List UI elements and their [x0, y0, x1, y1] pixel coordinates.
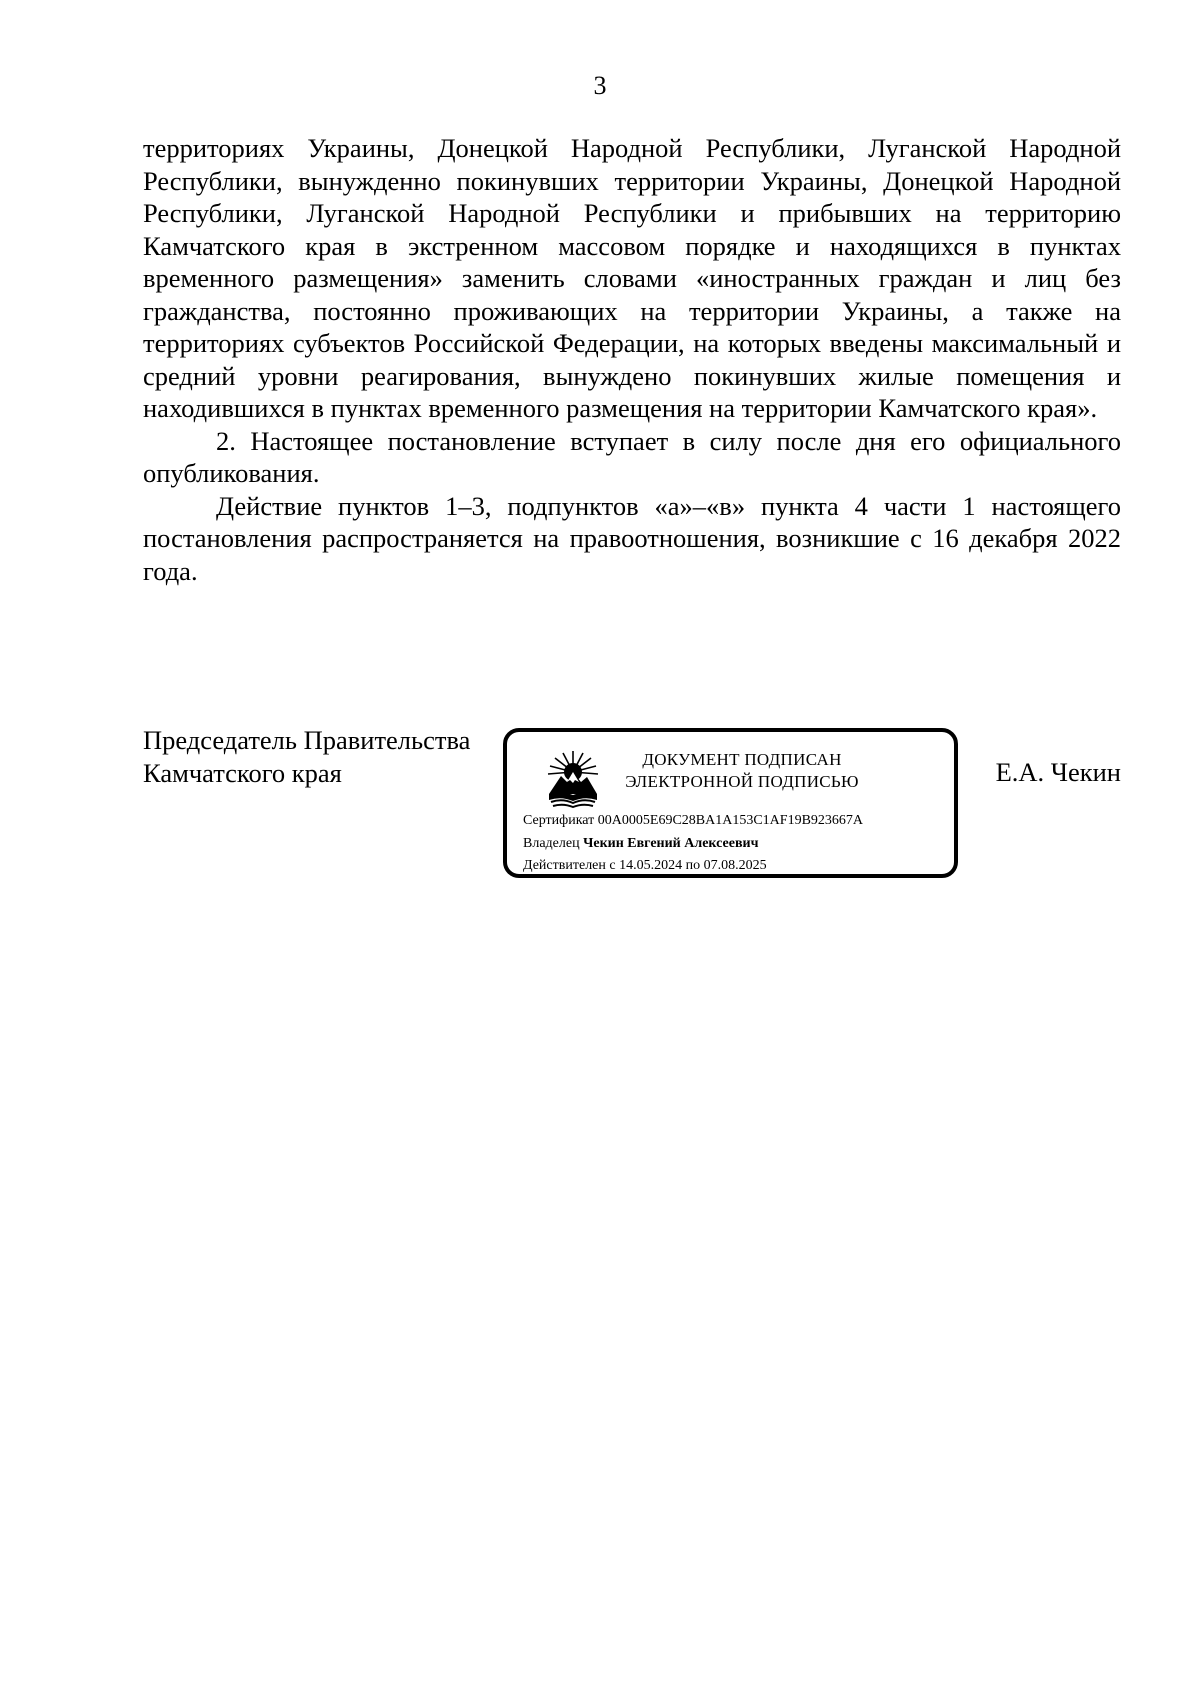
- certificate-line: [523, 812, 863, 830]
- certificate-value: 00A0005E69C28BA1A153C1AF19B923667A: [597, 813, 864, 828]
- owner-value: Чекин Евгений Алексеевич: [583, 836, 759, 851]
- valid-to-label: по: [685, 858, 701, 873]
- page-number: 3: [593, 71, 607, 100]
- valid-from-label: Действителен с: [523, 858, 616, 873]
- valid-to-value: 07.08.2025: [703, 858, 767, 873]
- stamp-heading-line2: ЭЛЕКТРОННОЙ ПОДПИСЬЮ: [625, 772, 859, 791]
- paragraph-continuation: территориях Украины, Донецкой Народной Республики, Луганской Народной Республики, вынужденно покинувших территории Украины, Донецкой Народной Республики, Луганской Народной Республики и прибывших на территорию Камчатского края в экстренном массовом порядке и находящихся в пунктах временного размещения» заменить словами «иностранных граждан и лиц без гражданства, постоянно проживающих на территории Украины, а также на территориях субъектов Российской Федерации, на которых введены максимальный и средний уровни реагирования, вынуждено покинувших жилые помещения и находившихся в пунктах временного размещения на территории Камчатского края».: [143, 133, 1121, 423]
- signer-title-line1: Председатель Правительства: [143, 725, 471, 755]
- valid-from-value: 14.05.2024: [619, 858, 683, 873]
- document-body: [143, 132, 1121, 587]
- signer-title: [143, 724, 470, 789]
- owner-line: [523, 835, 758, 853]
- certificate-label: Сертификат: [523, 813, 595, 828]
- electronic-signature-stamp: [503, 728, 958, 878]
- validity-line: [523, 857, 767, 875]
- owner-label: Владелец: [523, 836, 580, 851]
- signer-title-line2: Камчатского края: [143, 757, 342, 788]
- stamp-heading: [607, 749, 877, 793]
- paragraph-retroactive: Действие пунктов 1–3, подпунктов «а»–«в» пункта 4 части 1 настоящего постановления распространяется на правоотношения, возникшие с 16 декабря 2022 года.: [143, 490, 1121, 586]
- paragraph-effective-date: 2. Настоящее постановление вступает в силу после дня его официального опубликования.: [143, 425, 1121, 488]
- stamp-heading-line1: ДОКУМЕНТ ПОДПИСАН: [642, 750, 842, 769]
- kamchatka-emblem-icon: [545, 748, 601, 810]
- signer-name: Е.А. Чекин: [995, 757, 1121, 787]
